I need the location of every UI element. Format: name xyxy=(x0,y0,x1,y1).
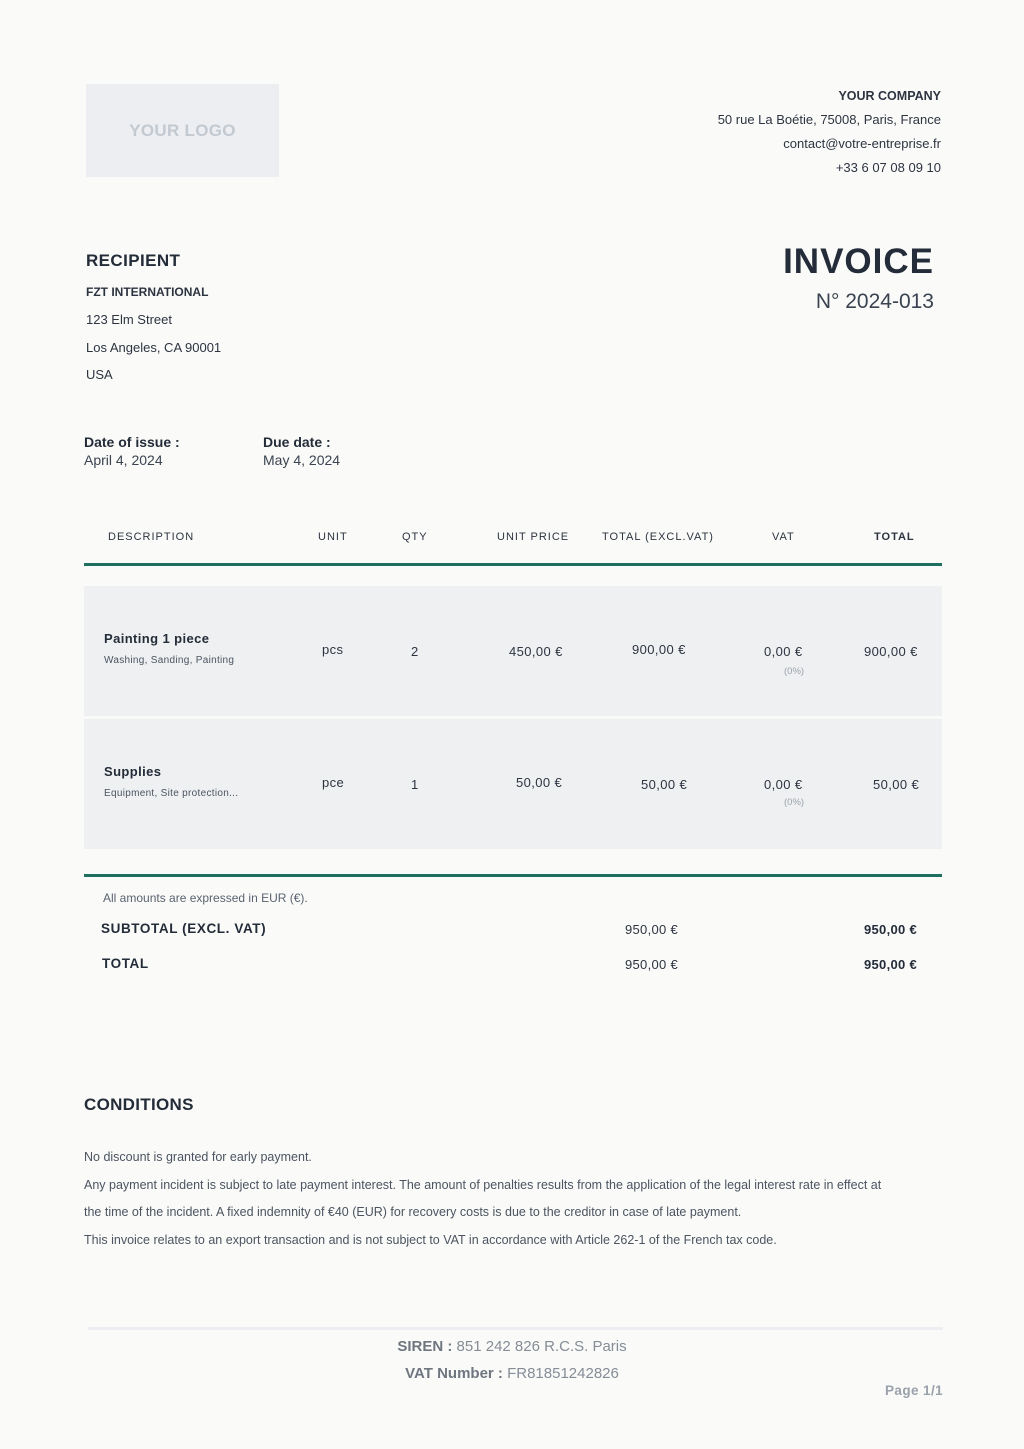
vat-number-label: VAT Number : xyxy=(405,1365,503,1382)
total-total: 950,00 € xyxy=(864,957,918,972)
item-vat-rate: (0%) xyxy=(784,797,805,808)
recipient-street: 123 Elm Street xyxy=(86,312,172,327)
conditions-text xyxy=(84,1144,944,1254)
invoice-number: N° 2024-013 xyxy=(815,290,934,313)
item-unit: pce xyxy=(322,775,345,790)
condition-line: This invoice relates to an export transaction and is not subject to VAT in accordance with Article 262-1 of the French tax code. xyxy=(84,1232,777,1247)
table-header-rule xyxy=(84,563,942,566)
company-address: 50 rue La Boétie, 75008, Paris, France xyxy=(717,112,941,127)
company-info xyxy=(718,86,941,182)
header-description: DESCRIPTION xyxy=(108,531,195,543)
total-amount: 950,00 € xyxy=(625,957,679,972)
footer-siren xyxy=(0,1338,1024,1355)
item-total-excl-vat: 900,00 € xyxy=(632,642,686,657)
condition-line: No discount is granted for early payment. xyxy=(84,1150,312,1164)
recipient-country: USA xyxy=(86,367,113,382)
item-qty: 1 xyxy=(411,777,419,792)
header-unit-price: UNIT PRICE xyxy=(497,531,570,543)
item-description: Washing, Sanding, Painting xyxy=(104,655,235,666)
recipient-title: RECIPIENT xyxy=(86,251,181,270)
item-name: Painting 1 piece xyxy=(104,631,210,646)
footer-rule xyxy=(88,1327,943,1330)
recipient-name: FZT INTERNATIONAL xyxy=(86,285,209,299)
item-vat-rate: (0%) xyxy=(784,666,805,677)
header-unit: UNIT xyxy=(318,531,348,543)
subtotal-amount: 950,00 € xyxy=(625,922,679,937)
item-vat: 0,00 € xyxy=(764,777,803,792)
logo-placeholder xyxy=(86,84,279,177)
siren-label: SIREN : xyxy=(397,1338,453,1355)
subtotal-label: SUBTOTAL (EXCL. VAT) xyxy=(101,921,267,936)
currency-note: All amounts are expressed in EUR (€). xyxy=(103,891,308,905)
company-name: YOUR COMPANY xyxy=(838,89,941,103)
siren-value: 851 242 826 R.C.S. Paris xyxy=(456,1338,627,1355)
invoice-title: INVOICE xyxy=(783,242,934,281)
item-qty: 2 xyxy=(411,644,419,659)
footer-vat-number xyxy=(0,1365,1024,1382)
item-total: 50,00 € xyxy=(873,777,920,792)
item-total-excl-vat: 50,00 € xyxy=(641,777,688,792)
item-name: Supplies xyxy=(104,764,162,779)
logo-text: YOUR LOGO xyxy=(129,120,236,140)
total-label: TOTAL xyxy=(102,956,149,971)
vat-number-value: FR81851242826 xyxy=(507,1365,619,1382)
table-row xyxy=(84,586,942,716)
item-unit-price: 50,00 € xyxy=(516,775,563,790)
header-qty: QTY xyxy=(402,531,428,543)
page-number: Page 1/1 xyxy=(885,1383,943,1398)
issue-date-value: April 4, 2024 xyxy=(84,452,163,468)
item-description: Equipment, Site protection... xyxy=(104,788,239,799)
table-footer-rule xyxy=(84,874,942,877)
condition-line: the time of the incident. A fixed indemnity of €40 (EUR) for recovery costs is due to the creditor in case of late payment. xyxy=(84,1205,742,1219)
company-email: contact@votre-entreprise.fr xyxy=(783,136,941,151)
recipient-block xyxy=(86,250,221,393)
item-vat: 0,00 € xyxy=(764,644,803,659)
item-unit: pcs xyxy=(322,642,344,657)
header-vat: VAT xyxy=(772,531,795,543)
header-total: TOTAL xyxy=(874,531,915,543)
conditions-title: CONDITIONS xyxy=(84,1095,194,1114)
due-date-label: Due date : xyxy=(263,434,331,450)
subtotal-total: 950,00 € xyxy=(864,922,918,937)
recipient-city: Los Angeles, CA 90001 xyxy=(86,339,222,355)
issue-date-label: Date of issue : xyxy=(84,434,180,450)
company-phone: +33 6 07 08 09 10 xyxy=(835,160,941,175)
item-unit-price: 450,00 € xyxy=(509,644,563,659)
header-total-excl-vat: TOTAL (EXCL.VAT) xyxy=(602,531,714,543)
item-total: 900,00 € xyxy=(864,644,918,659)
due-date-value: May 4, 2024 xyxy=(263,452,341,468)
condition-line: Any payment incident is subject to late payment interest. The amount of penalties results from the application of the legal interest rate in effect at xyxy=(84,1177,882,1192)
table-row xyxy=(84,719,942,849)
